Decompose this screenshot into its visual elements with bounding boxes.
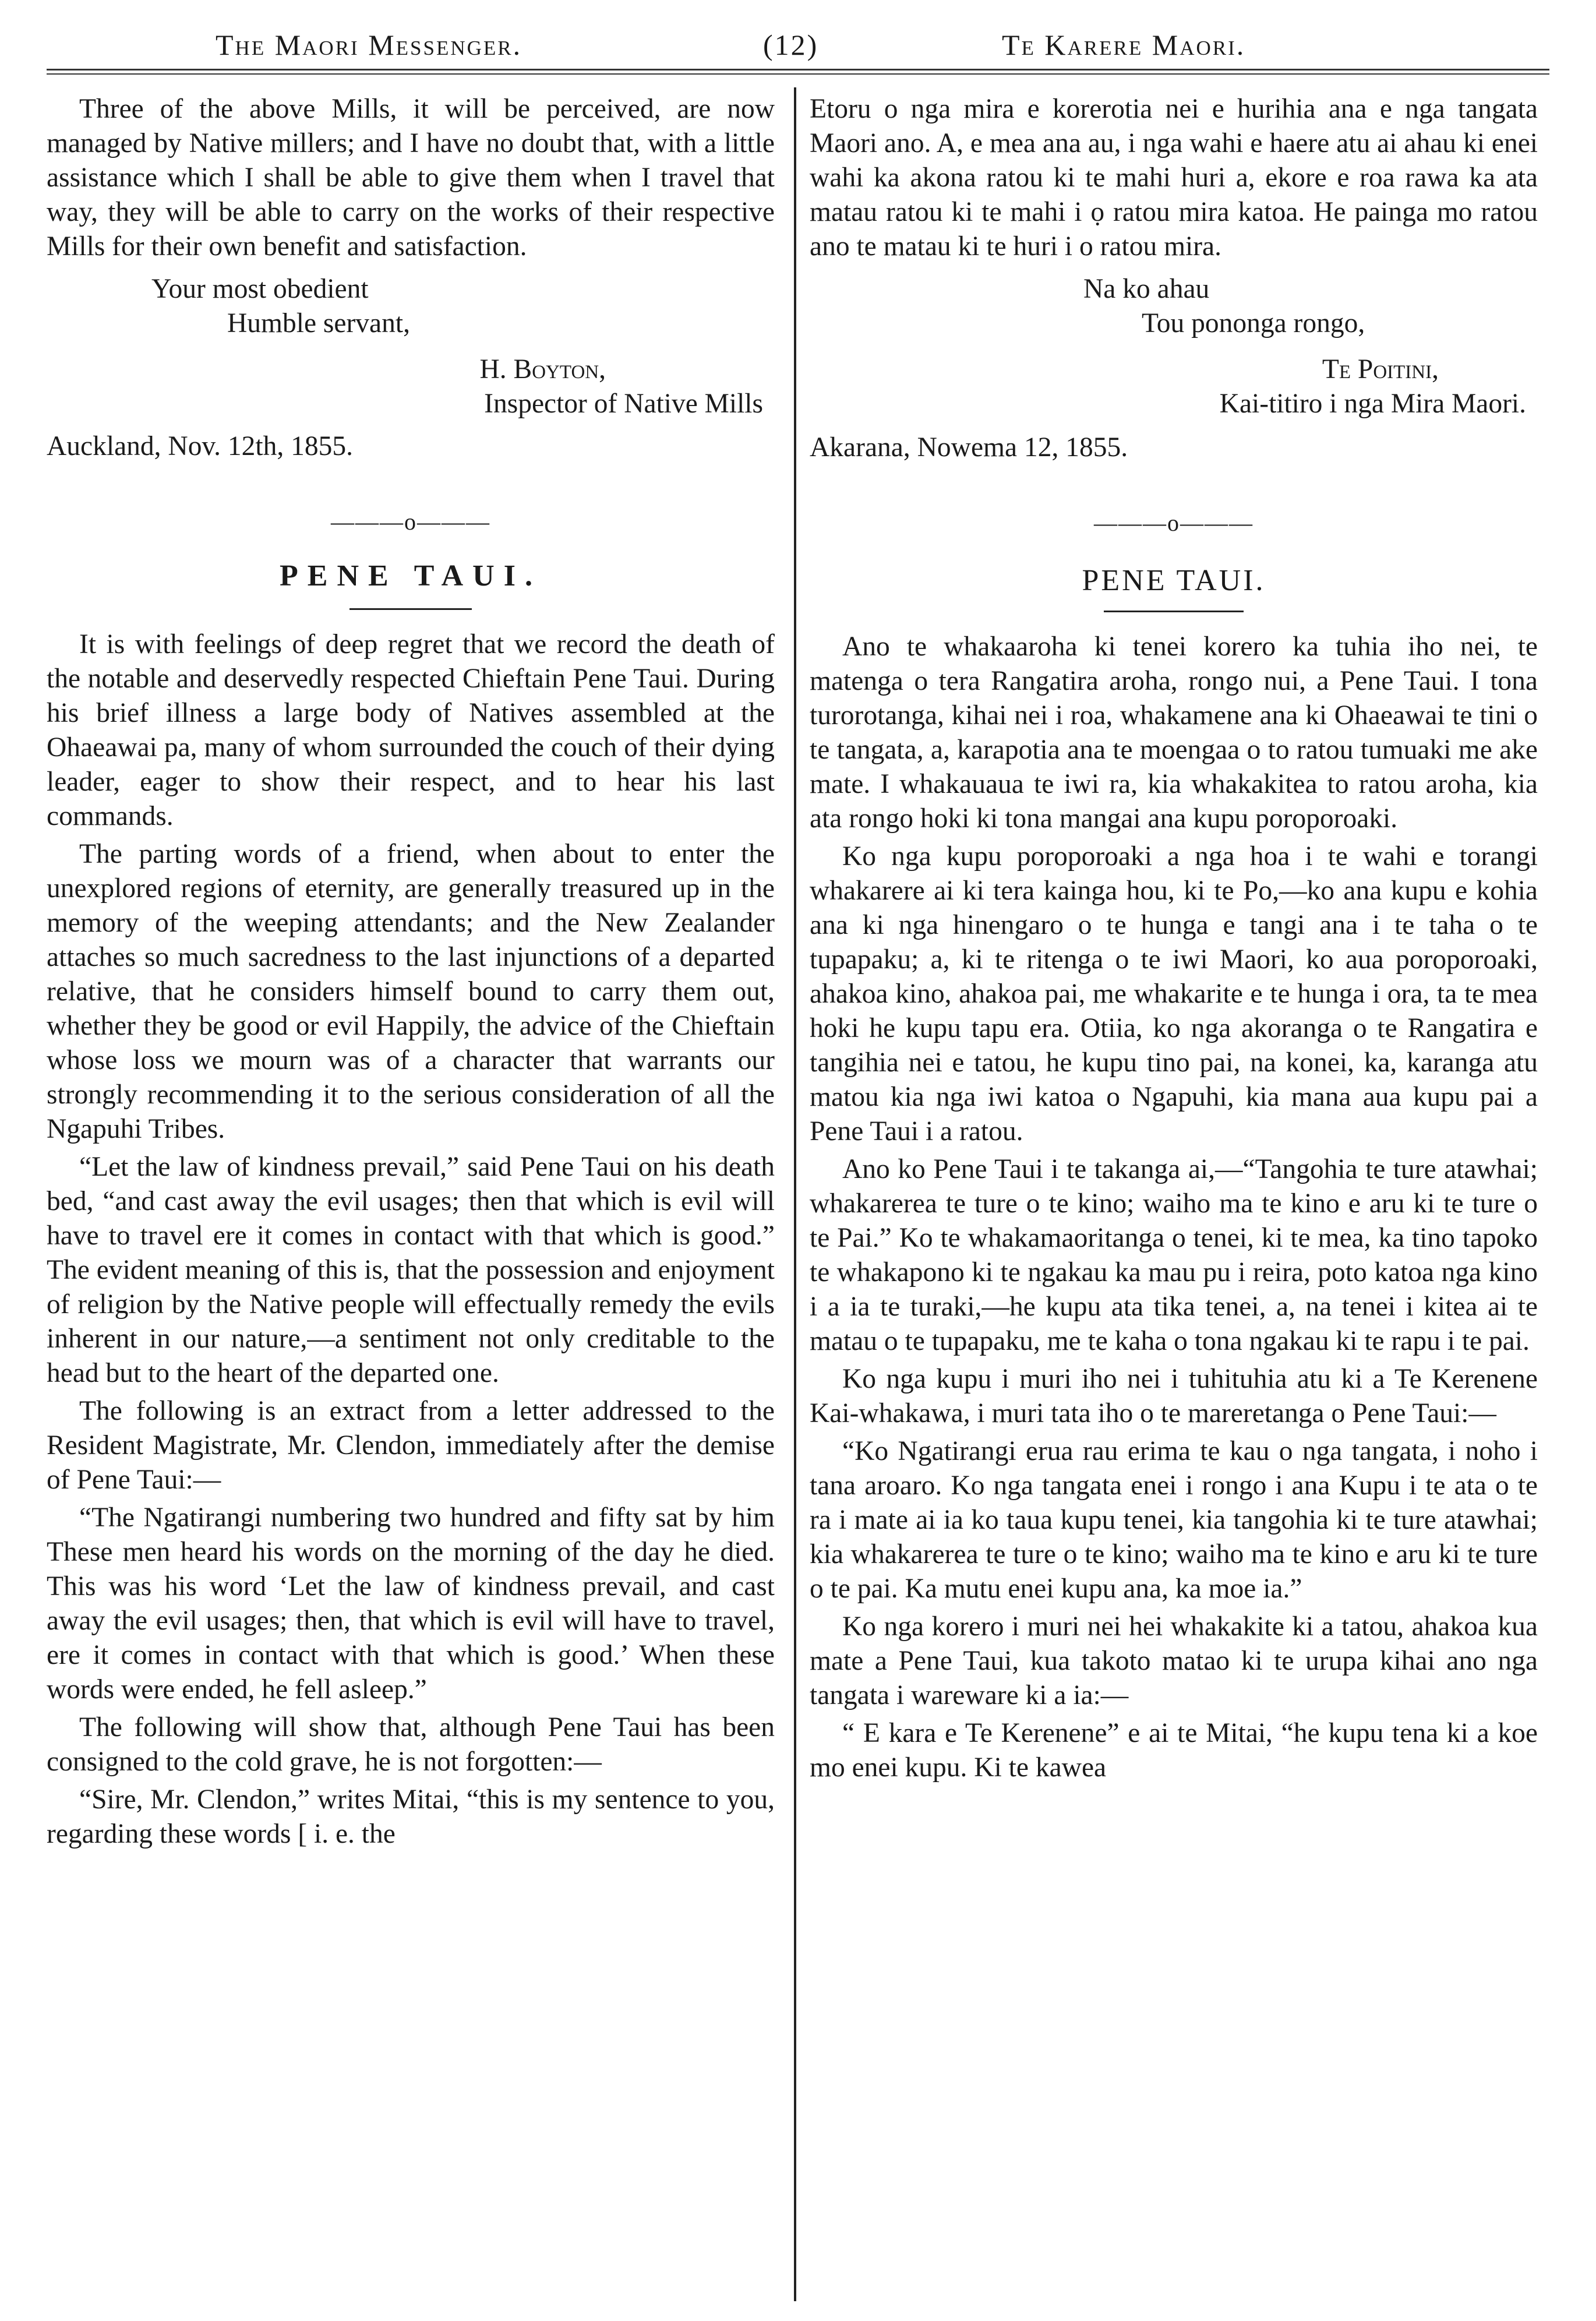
maori-ornament: ———o——— [1094,510,1254,536]
english-closing-line-1: Your most obedient [151,274,369,304]
header-english-title: The Maori Messenger. [216,29,522,61]
maori-paragraph: “Ko Ngatirangi erua rau erima te kau o nga tangata, i noho i tana aroaro. Ko nga tangata enei i rongo i ana Kupu i te ata o te ra i mate ai ia ko taua kupu tenei, kia tangohia ki te ture atawhai; kia whakarerea te ture o te kino; waiho ma te kino e aru ki te ture o te pai. Ka mutu enei kupu ana, ka moe ia.” [810,1436,1538,1604]
maori-place-date: Akarana, Nowema 12, 1855. [810,432,1128,463]
header-maori-title: Te Karere Maori. [1002,29,1246,61]
maori-paragraph: Ko nga korero i muri nei hei whakakite ki a tatou, ahakoa kua mate a Pene Taui, kua takoto matao ki te urupa kihai ano nga tangata i wareware ki a ia:— [810,1611,1538,1710]
maori-paragraph: Ano ko Pene Taui i te takanga ai,—“Tangohia te ture atawhai; whakarerea te ture o te kino; waiho ma te kino e aru ki te ture o te Pai.” Ko te whakamaoritanga o tenei, ki te mea, ka tino tapoko te whakapono ki te ngakau ka mau pu i reira, poto katoa nga kino i a ia te turaki,—he kupu ata tika tenei, a, na tenei i kitea ai te matau o te tupapaku, me te kaha o tona ngakau ki te rapu i te pai. [810,1154,1538,1356]
header-rule-secondary [47,73,1549,75]
english-paragraph: The following will show that, although Pene Taui has been consigned to the cold grave, he is not forgotten:— [47,1712,775,1777]
maori-signer-title: Kai-titiro i nga Mira Maori. [1219,389,1526,419]
english-paragraph: It is with feelings of deep regret that we record the death of the notable and deservedly respected Chieftain Pene Taui. During his brief illness a large body of Natives assembled at the Ohaeawai pa, many of whom surrounded the couch of their dying leader, eager to show their respect, and to hear his last commands. [47,629,775,831]
english-paragraph: “Let the law of kindness prevail,” said Pene Taui on his death bed, “and cast away the evil usages; then that which is evil will have to travel ere it comes in contact with that which is good.” The evident meaning of this is, that the possession and enjoyment of religion by the Native people will effectually remedy the evils inherent in our nature,—a sentiment not only creditable to the head but to the heart of the departed one. [47,1152,775,1388]
page-header [47,28,1549,80]
english-closing-line-2: Humble servant, [227,308,410,338]
english-ornament: ———o——— [331,509,490,535]
maori-paragraph: Ko nga kupu poroporoaki a nga hoa i te wahi e torangi whakarere ai ki tera kainga hou, ki te Po,—ko ana kupu e kohia ana ki nga hinengaro o te hunga e tangi ana i te taha o te tupapaku; a, ki te ritenga o te iwi Maori, ko aua poroporoaki, ahakoa kino, ahakoa pai, me whakarite e te hunga i ora, ta te mea hoki he kupu tapu era. Otiia, ko nga akoranga o te Rangatira e tangihia nei e tatou, he kupu tino pai, na konei, ka, karanga atu matou kia nga iwi katoa o Ngapuhi, kia mana aua kupu pai a Pene Taui i a ratou. [810,841,1538,1147]
maori-closing-line-1: Na ko ahau [1083,274,1210,304]
english-signer-title: Inspector of Native Mills [484,389,763,419]
english-intro-paragraph: Three of the above Mills, it will be perceived, are now managed by Native millers; and I have no doubt that, with a little assistance which I shall be able to give them when I travel that way, they will be able to carry on the works of their respective Mills for their own benefit and satisfaction. [47,94,775,262]
maori-section-title: PENE TAUI. [1082,564,1266,597]
english-paragraph: “Sire, Mr. Clendon,” writes Mitai, “this is my sentence to you, regarding these words [ i. e. the [47,1784,775,1849]
maori-signer: Te Poitini, [1322,354,1439,385]
maori-paragraph: Ko nga kupu i muri iho nei i tuhituhia atu ki a Te Kerenene Kai-whakawa, i muri tata iho o te mareretanga o Pene Taui:— [810,1364,1538,1428]
maori-column [810,92,1538,1789]
english-column [47,92,775,1855]
maori-paragraph: “ E kara e Te Kerenene” e ai te Mitai, “he kupu tena ki a koe mo enei kupu. Ki te kawea [810,1718,1538,1783]
english-place-date: Auckland, Nov. 12th, 1855. [47,431,353,461]
english-section-title: PENE TAUI. [280,559,542,592]
header-rule [47,69,1549,70]
english-paragraph: The parting words of a friend, when about to enter the unexplored regions of eternity, are generally treasured up in the memory of the weeping attendants; and the New Zealander attaches so much sacredness to the last injunctions of a departed relative, that he considers himself bound to carry them out, whether they be good or evil Happily, the advice of the Chieftain whose loss we mourn was of a character that warrants our strongly recommending it to the serious consideration of all the Ngapuhi Tribes. [47,839,775,1144]
english-paragraph: The following is an extract from a letter addressed to the Resident Magistrate, Mr. Clendon, immediately after the demise of Pene Taui:— [47,1396,775,1495]
header-page-number: (12) [763,29,819,61]
english-paragraph: “The Ngatirangi numbering two hundred and fifty sat by him These men heard his words on the morning of the day he died. This was his word ‘Let the law of kindness prevail, and cast away the evil usages; then, that which is evil will have to travel, ere it comes in contact with that which is good.’ When these words were ended, he fell asleep.” [47,1502,775,1705]
maori-intro-paragraph: Etoru o nga mira e korerotia nei e hurihia ana e nga tangata Maori ano. A, e mea ana au, i nga wahi e haere atu ai ahau ki enei wahi ka akona ratou ki te mahi huri a, ekore e roa rawa ka ata matau ratou ki te mahi i ọ ratou mira katoa. He painga mo ratou ano te matau ki te huri i o ratou mira. [810,94,1538,262]
maori-closing-line-2: Tou pononga rongo, [1142,308,1365,338]
maori-paragraph: Ano te whakaaroha ki tenei korero ka tuhia iho nei, te matenga o tera Rangatira aroha, rongo nui, a Pene Taui. I tona turorotanga, kihai nei i roa, whakamene ana ki Ohaeawai te tini o te tangata, a, karapotia ana te moengaa o to ratou tumuaki me ake mate. I whakauaua te iwi ra, kia whakakitea to ratou aroha, kia ata rongo hoki ki tona mangai ana kupu poroporoaki. [810,632,1538,834]
column-divider [794,87,796,2301]
english-signer: H. Boyton, [479,354,606,385]
maori-title-rule [1104,611,1244,612]
english-title-rule [349,608,472,610]
